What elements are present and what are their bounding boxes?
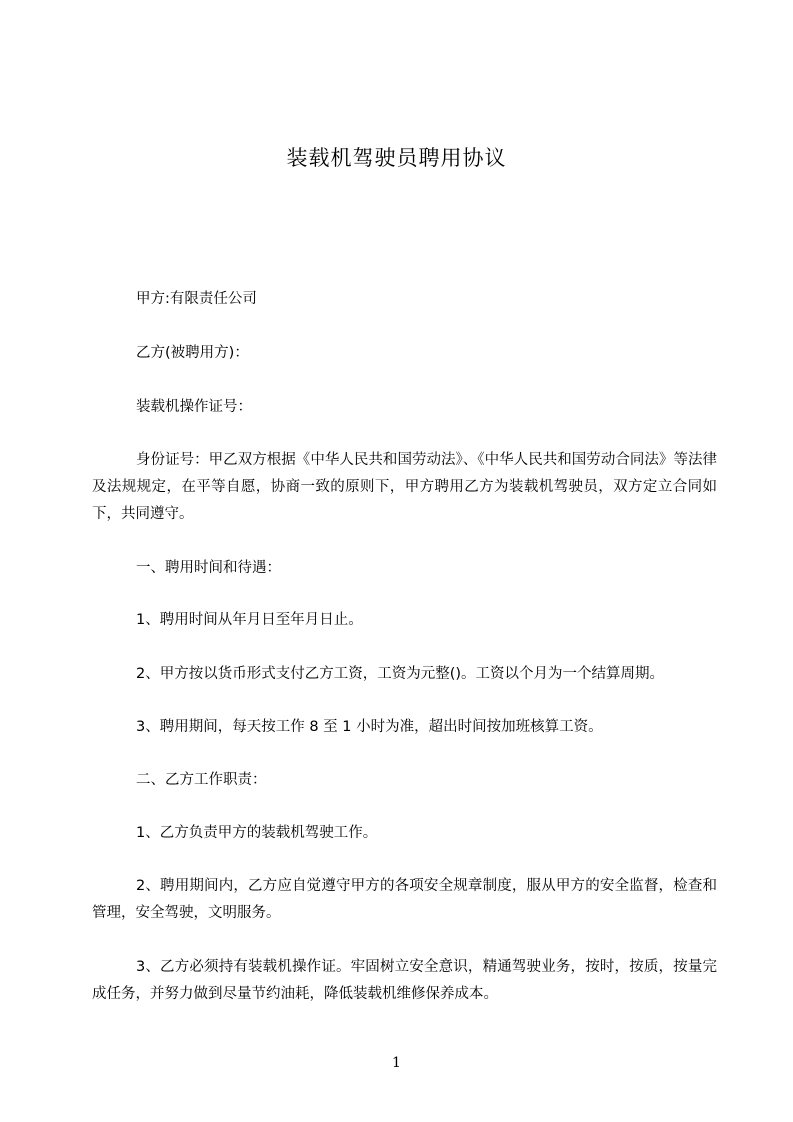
section-heading-2 xyxy=(92,767,717,794)
paragraph-party-b xyxy=(92,340,717,367)
document-title: 装载机驾驶员聘用协议 xyxy=(286,146,507,170)
clause-1-3 xyxy=(92,714,717,741)
paragraph-text: 1、聘用时间从年月日至年月日止。 xyxy=(136,612,363,628)
paragraph-id-intro xyxy=(92,447,717,528)
clause-2-3 xyxy=(92,954,717,1008)
paragraph-text: 2、聘用期间内，乙方应自觉遵守甲方的各项安全规章制度，服从甲方的安全监督，检查和管理，安全驾驶，文明服务。 xyxy=(92,878,717,921)
paragraph-text: 1、乙方负责甲方的装载机驾驶工作。 xyxy=(136,825,378,841)
section-heading-1 xyxy=(92,555,717,582)
clause-1-2 xyxy=(92,661,717,688)
paragraph-text: 3、聘用期间，每天按工作 8 至 1 小时为准，超出时间按加班核算工资。 xyxy=(136,719,603,735)
clause-2-1 xyxy=(92,820,717,847)
paragraph-text: 二、乙方工作职责： xyxy=(136,772,267,788)
paragraph-text: 甲方:有限责任公司 xyxy=(136,291,257,307)
paragraph-license-no xyxy=(92,394,717,421)
clause-2-2 xyxy=(92,873,717,927)
paragraph-text: 身份证号：甲乙双方根据《中华人民共和国劳动法》、《中华人民共和国劳动合同法》等法律及法规规定，在平等自愿，协商一致的原则下，甲方聘用乙方为装载机驾驶员，双方定立合同如下，共同遵守。 xyxy=(92,452,717,522)
paragraph-text: 装载机操作证号： xyxy=(136,399,252,415)
paragraph-text: 乙方(被聘用方)： xyxy=(136,345,249,361)
paragraph-text: 2、甲方按以货币形式支付乙方工资，工资为元整()。工资以个月为一个结算周期。 xyxy=(136,666,665,682)
paragraph-text: 一、聘用时间和待遇： xyxy=(136,560,281,576)
paragraph-party-a xyxy=(92,286,717,313)
page-number: 1 xyxy=(392,1055,401,1071)
clause-1-1 xyxy=(92,607,717,634)
paragraph-text: 3、乙方必须持有装载机操作证。牢固树立安全意识，精通驾驶业务，按时，按质，按量完成任务，并努力做到尽量节约油耗，降低装载机维修保养成本。 xyxy=(92,959,717,1002)
